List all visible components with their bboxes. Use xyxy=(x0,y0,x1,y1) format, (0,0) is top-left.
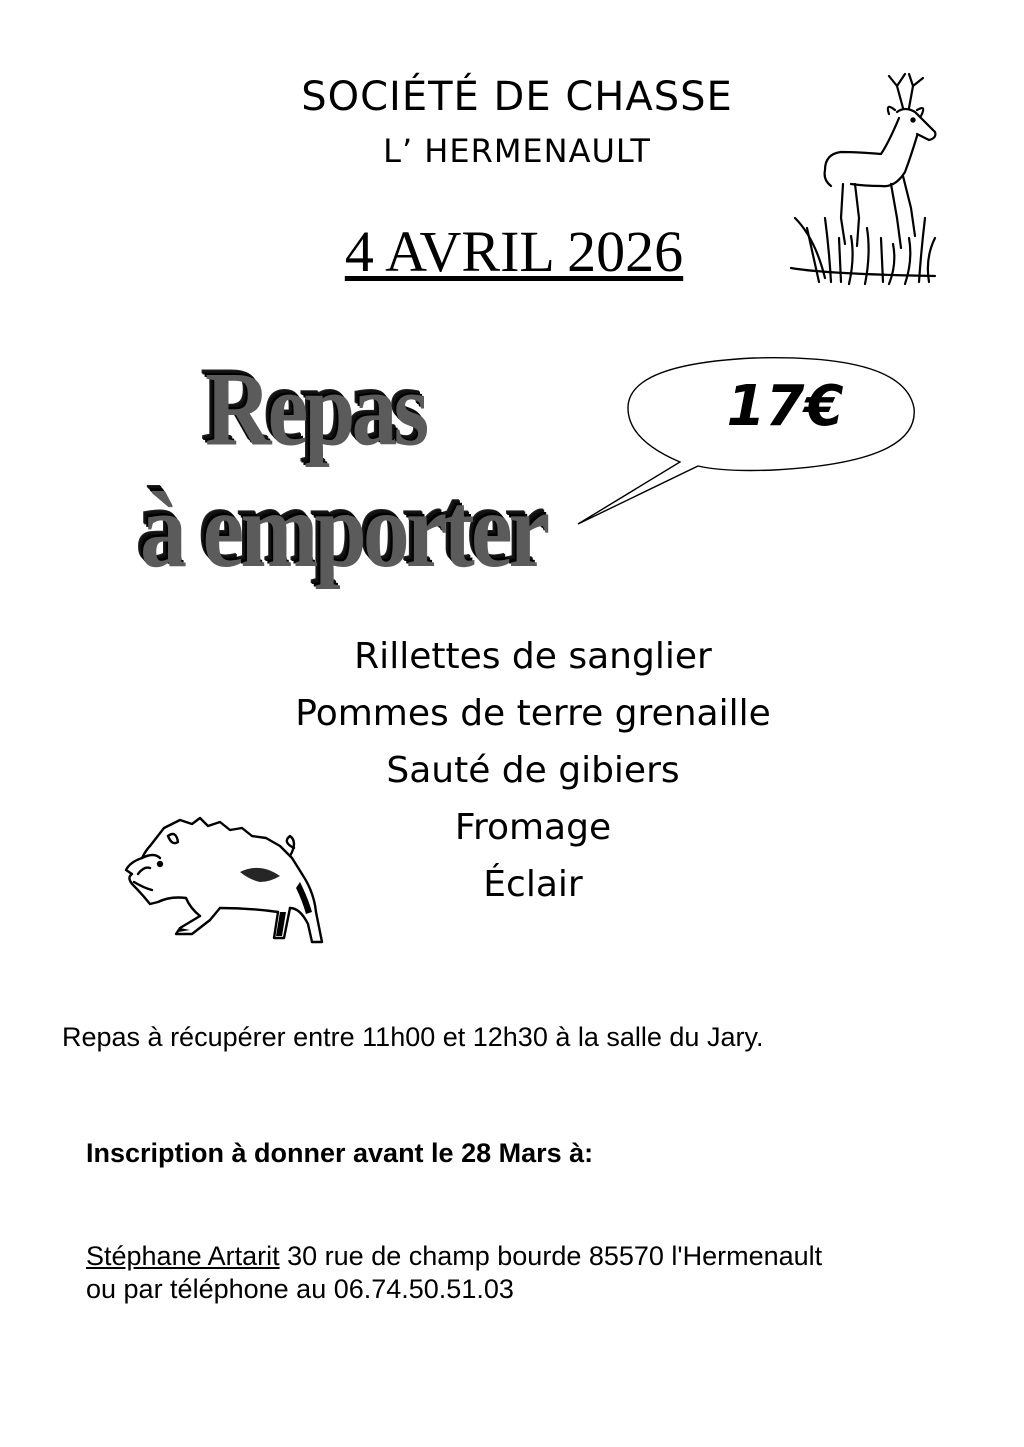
pickup-info: Repas à récupérer entre 11h00 et 12h30 à la salle du Jary. xyxy=(62,1022,764,1052)
contact-info xyxy=(86,1240,1006,1306)
speech-bubble xyxy=(574,344,924,534)
organization-town: L’ HERMENAULT xyxy=(383,132,651,170)
boar-illustration xyxy=(120,812,330,947)
registration-deadline: Inscription à donner avant le 28 Mars à: xyxy=(86,1138,594,1168)
event-date: 4 AVRIL 2026 xyxy=(344,219,684,284)
contact-name: Stéphane Artarit xyxy=(86,1241,280,1271)
headline-a-emporter: à emporter xyxy=(140,470,547,590)
contact-address: 30 rue de champ bourde 85570 l'Hermenault xyxy=(279,1241,823,1271)
menu-item: Fromage xyxy=(454,807,612,848)
contact-phone: ou par téléphone au 06.74.50.51.03 xyxy=(86,1274,514,1304)
deer-illustration xyxy=(785,68,945,288)
headline-repas: Repas xyxy=(205,350,426,468)
menu-item: Rillettes de sanglier xyxy=(354,636,712,677)
organization-name: SOCIÉTÉ DE CHASSE xyxy=(301,74,733,120)
menu-item: Éclair xyxy=(483,864,583,905)
menu-item: Sauté de gibiers xyxy=(386,750,680,791)
price-label: 17€ xyxy=(726,374,844,439)
menu-item: Pommes de terre grenaille xyxy=(295,693,771,734)
contact-line xyxy=(86,1240,1006,1273)
